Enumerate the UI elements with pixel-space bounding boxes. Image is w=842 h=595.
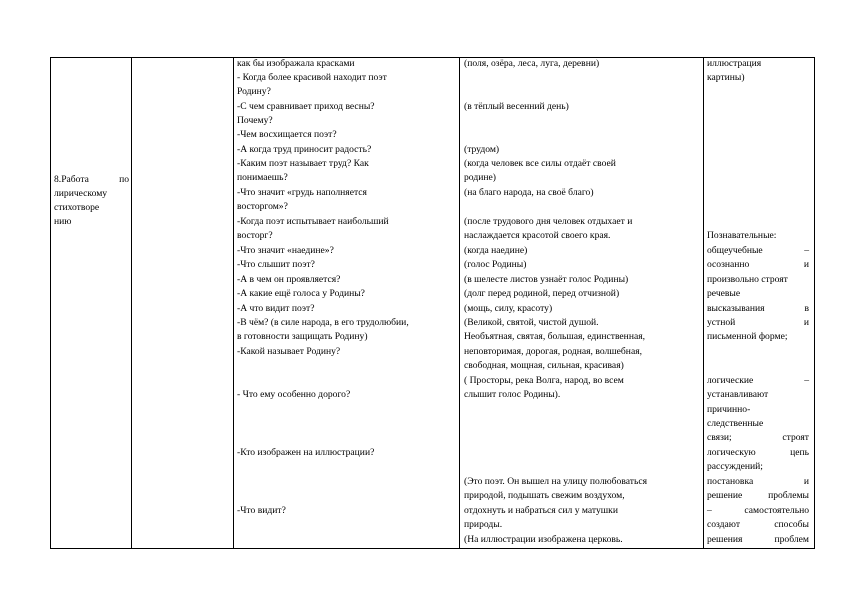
- question-line: -Что значит «наедине»?: [237, 245, 334, 256]
- uud-line: логические –: [707, 375, 809, 386]
- answer-line: природы.: [464, 519, 503, 530]
- uud-line: устанавливают: [707, 389, 769, 400]
- question-line: -Какой называет Родину?: [237, 346, 341, 357]
- column-divider-3: [459, 57, 460, 549]
- answer-line: отдохнуть и набраться сил у матушки: [464, 505, 618, 516]
- uud-line: рассуждений;: [707, 461, 763, 472]
- answer-line: родине): [464, 172, 496, 183]
- answer-line: неповторимая, дорогая, родная, волшебная,: [464, 346, 643, 357]
- question-line: -Что слышит поэт?: [237, 259, 315, 270]
- question-line: -Чем восхищается поэт?: [237, 129, 337, 140]
- answer-line: (мощь, силу, красоту): [464, 303, 553, 314]
- column-divider-4: [703, 57, 704, 549]
- question-line: - Что ему особенно дорого?: [237, 389, 351, 400]
- question-line: понимаешь?: [237, 172, 288, 183]
- uud-line: общеучебные –: [707, 245, 809, 256]
- question-line: восторг?: [237, 230, 273, 241]
- uud-line: логическую цепь: [707, 447, 809, 458]
- question-line: -В чём? (в силе народа, в его трудолюбии,: [237, 317, 409, 328]
- question-line: -А какие ещё голоса у Родины?: [237, 288, 365, 299]
- answer-line: наслаждается красотой своего края.: [464, 230, 611, 241]
- uud-line: – самостоятельно: [707, 505, 809, 516]
- table-top-border: [50, 57, 815, 58]
- question-line: восторгом»?: [237, 201, 288, 212]
- uud-line: Познавательные:: [707, 230, 777, 241]
- uud-line: причинно-: [707, 404, 751, 415]
- uud-line: устной и: [707, 317, 809, 328]
- table-left-border: [50, 57, 51, 549]
- answer-line: (голос Родины): [464, 259, 527, 270]
- answer-line: (когда человек все силы отдаёт своей: [464, 158, 616, 169]
- question-line: -А когда труд приносит радость?: [237, 144, 372, 155]
- uud-line: письменной форме;: [707, 331, 788, 342]
- question-line: как бы изображала красками: [237, 58, 355, 69]
- question-line: -А что видит поэт?: [237, 303, 315, 314]
- uud-line: картины): [707, 72, 745, 83]
- uud-line: речевые: [707, 288, 741, 299]
- answer-line: (На иллюстрации изображена церковь.: [464, 534, 623, 545]
- question-line: -Каким поэт называет труд? Как: [237, 158, 369, 169]
- answer-line: (долг перед родиной, перед отчизной): [464, 288, 620, 299]
- uud-line: высказывания в: [707, 303, 809, 314]
- uud-line: связи; строят: [707, 432, 809, 443]
- question-line: -Что значит «грудь наполняется: [237, 187, 367, 198]
- answer-line: природой, подышать свежим воздухом,: [464, 490, 625, 501]
- stage-label-line: стихотворе: [54, 202, 100, 213]
- uud-line: решения проблем: [707, 534, 809, 545]
- answer-line: (Это поэт. Он вышел на улицу полюбоваться: [464, 476, 647, 487]
- answer-line: (поля, озёра, леса, луга, деревни): [464, 58, 600, 69]
- column-divider-2: [233, 57, 234, 549]
- table-bottom-border: [50, 548, 815, 549]
- question-line: -Кто изображен на иллюстрации?: [237, 447, 375, 458]
- stage-label-line: 8.Работа по: [54, 174, 129, 185]
- question-line: Родину?: [237, 86, 271, 97]
- question-line: -С чем сравнивает приход весны?: [237, 101, 375, 112]
- answer-line: (когда наедине): [464, 245, 528, 256]
- uud-line: следственные: [707, 418, 764, 429]
- question-line: -Когда поэт испытывает наибольший: [237, 216, 389, 227]
- answer-line: ( Просторы, река Волга, народ, во всем: [464, 375, 624, 386]
- stage-label-line: нию: [54, 216, 72, 227]
- column-divider-1: [131, 57, 132, 549]
- question-line: -А в чем он проявляется?: [237, 274, 341, 285]
- uud-line: иллюстрация: [707, 58, 762, 69]
- answer-line: (на благо народа, на своё благо): [464, 187, 594, 198]
- uud-line: создают способы: [707, 519, 809, 530]
- uud-line: постановка и: [707, 476, 809, 487]
- question-line: - Когда более красивой находит поэт: [237, 72, 387, 83]
- answer-line: (после трудового дня человек отдыхает и: [464, 216, 633, 227]
- uud-line: осознанно и: [707, 259, 809, 270]
- question-line: в готовности защищать Родину): [237, 331, 368, 342]
- answer-line: (в тёплый весенний день): [464, 101, 569, 112]
- uud-line: произвольно строят: [707, 274, 788, 285]
- stage-label-line: лирическому: [54, 188, 108, 199]
- answer-line: свободная, мощная, сильная, красивая): [464, 360, 624, 371]
- answer-line: Необъятная, святая, большая, единственная,: [464, 331, 646, 342]
- answer-line: (Великой, святой, чистой душой.: [464, 317, 599, 328]
- question-line: Почему?: [237, 115, 273, 126]
- answer-line: (в шелесте листов узнаёт голос Родины): [464, 274, 629, 285]
- table-right-border: [814, 57, 815, 549]
- answer-line: слышит голос Родины).: [464, 389, 561, 400]
- uud-line: решение проблемы: [707, 490, 809, 501]
- answer-line: (трудом): [464, 144, 500, 155]
- question-line: -Что видит?: [237, 505, 286, 516]
